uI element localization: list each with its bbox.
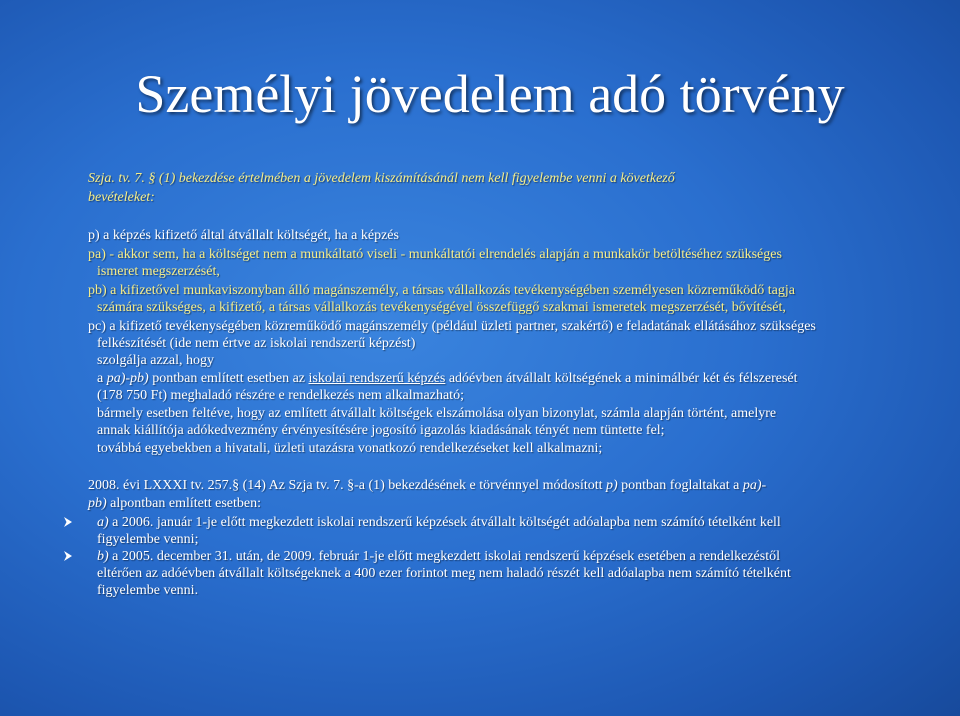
amendment-point-pa: pa)- xyxy=(742,478,767,493)
amendment-b: alpontban említett esetben: xyxy=(106,496,262,511)
condition-limit-e: adóévben átvállalt költségének a minimálbér két és félszeresét xyxy=(445,371,798,386)
amendment-point-pb: pb) xyxy=(88,496,107,511)
amendment-line-1 xyxy=(88,477,766,494)
item-pc-line-1: pc) a kifizető tevékenységében közreműködő magánszemély (például üzleti partner, szakértő) e feladatának ellátásához szükséges xyxy=(88,319,816,334)
bullet-arrow-icon xyxy=(64,517,72,527)
condition-travel: továbbá egyebekben a hivatali, üzleti utazásra vonatkozó rendelkezéseket kell alkalmazni; xyxy=(97,441,603,456)
bullet-a-marker: a) xyxy=(97,515,109,530)
condition-limit-c: pontban említett esetben az xyxy=(148,371,309,386)
condition-limit-line-2: (178 750 Ft) meghaladó részére e rendelkezés nem alkalmazható; xyxy=(97,388,464,403)
slide-title: Személyi jövedelem adó törvény xyxy=(135,64,845,124)
condition-limit-a: a xyxy=(97,371,107,386)
bullet-b-line-2: eltérően az adóévben átvállalt költségeknek a 400 ezer forintot meg nem haladó részét kell adóalapba nem számító tételként xyxy=(97,566,791,581)
condition-invoice-line-1: bármely esetben feltéve, hogy az említett átvállalt költségek elszámolása olyan bizonylat, számla alapján történt, amelyre xyxy=(97,406,777,421)
amendment-line-2 xyxy=(88,495,261,512)
item-p: p) a képzés kifizető által átvállalt költségét, ha a képzés xyxy=(88,228,399,243)
condition-invoice-line-2: annak kiállítója adókedvezmény érvényesítésére jogosító igazolás kiadásának tényét nem tüntette fel; xyxy=(97,423,665,438)
condition-limit-points: pa)-pb) xyxy=(106,371,149,386)
condition-limit-line-1 xyxy=(97,370,798,387)
item-pa-line-2: ismeret megszerzését, xyxy=(97,264,220,279)
bullet-b-text: a 2005. december 31. után, de 2009. február 1-je előtt megkezdett iskolai rendszerű képzések esetében a rendelkezéstől xyxy=(108,549,781,564)
condition-limit-school-training: iskolai rendszerű képzés xyxy=(308,371,446,386)
bullet-a-line-1 xyxy=(97,514,781,531)
amendment-a: 2008. évi LXXXI tv. 257.§ (14) Az Szja tv. 7. §-a (1) bekezdésének e törvénnyel módosított xyxy=(88,478,606,493)
intro-line-1: Szja. tv. 7. § (1) bekezdése értelmében a jövedelem kiszámításánál nem kell figyelembe venni a következő xyxy=(88,171,675,186)
intro-line-2: bevételeket: xyxy=(88,190,155,205)
bullet-a-line-2: figyelembe venni; xyxy=(97,532,199,547)
bullet-arrow-icon xyxy=(64,551,72,561)
item-pc-line-2: felkészítését (ide nem értve az iskolai rendszerű képzést) xyxy=(97,336,416,351)
item-pa-line-1: pa) - akkor sem, ha a költséget nem a munkáltató viseli - munkáltatói elrendelés alapján a munkakör betöltéséhez szükséges xyxy=(88,247,782,262)
amendment-c: pontban foglaltakat a xyxy=(617,478,743,493)
bullet-b-line-3: figyelembe venni. xyxy=(97,583,199,598)
item-pb-line-1: pb) a kifizetővel munkaviszonyban álló magánszemély, a társas vállalkozás tevékenységében személyesen közreműködő tagja xyxy=(88,283,795,298)
bullet-a-text: a 2006. január 1-je előtt megkezdett iskolai rendszerű képzések átvállalt költségét adóalapba nem számító tételként kell xyxy=(108,515,781,530)
amendment-point-p: p) xyxy=(606,478,618,493)
bullet-b-marker: b) xyxy=(97,549,109,564)
bullet-b-line-1 xyxy=(97,548,780,565)
condition-serves: szolgálja azzal, hogy xyxy=(97,353,215,368)
item-pb-line-2: számára szükséges, a kifizető, a társas vállalkozás tevékenységével összefüggő szakmai ismeretek megszerzését, bővítését, xyxy=(97,300,786,315)
